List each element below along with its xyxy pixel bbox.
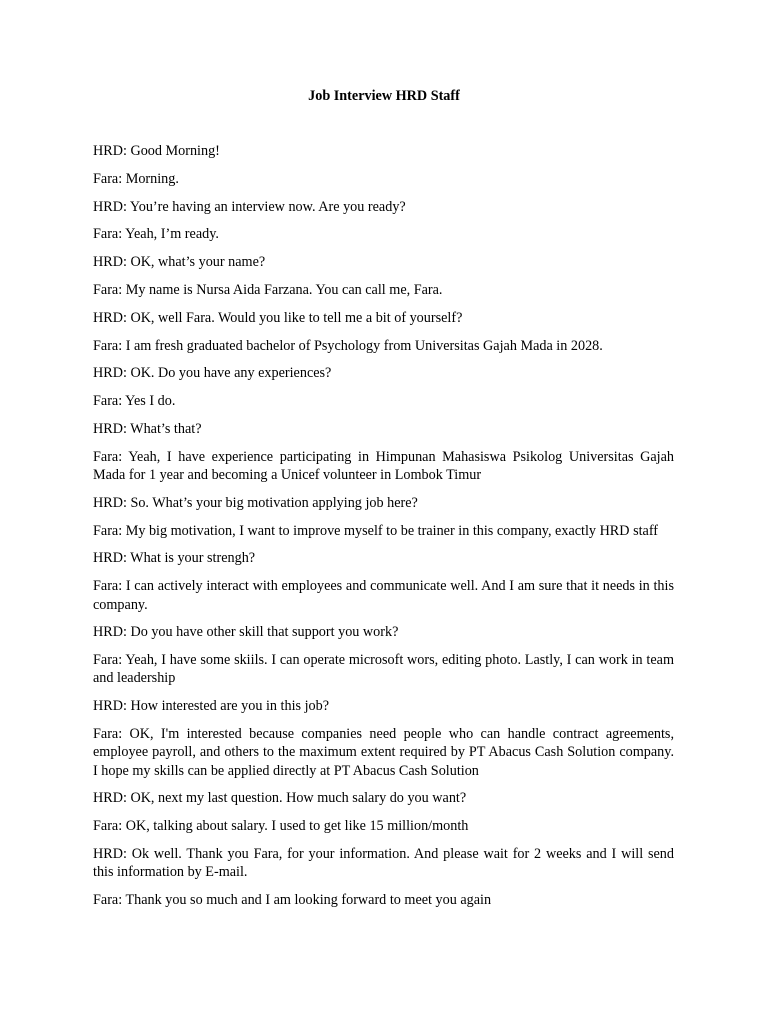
dialogue-line: Fara: Thank you so much and I am looking forward to meet you again bbox=[93, 892, 492, 909]
dialogue-line: Fara: Morning. bbox=[93, 170, 179, 187]
dialogue-line: Fara: Yeah, I’m ready. bbox=[93, 226, 219, 243]
dialogue-line: Fara: Yeah, I have some skiils. I can operate microsoft wors, editing photo. Lastly, I can work in team and leadership bbox=[93, 652, 674, 687]
dialogue-line: HRD: What’s that? bbox=[93, 420, 202, 437]
dialogue-line: HRD: You’re having an interview now. Are you ready? bbox=[93, 198, 406, 215]
dialogue-line: HRD: OK, next my last question. How much salary do you want? bbox=[93, 790, 467, 807]
dialogue-line: HRD: Ok well. Thank you Fara, for your information. And please wait for 2 weeks and I will send this information by E-mail. bbox=[93, 846, 674, 881]
dialogue-body bbox=[93, 142, 674, 919]
dialogue-line: Fara: Yes I do. bbox=[93, 393, 176, 410]
dialogue-line: HRD: How interested are you in this job? bbox=[93, 698, 330, 715]
dialogue-line: HRD: Good Morning! bbox=[93, 143, 220, 159]
document-title: Job Interview HRD Staff bbox=[308, 88, 460, 104]
dialogue-line: Fara: My name is Nursa Aida Farzana. You can call me, Fara. bbox=[93, 281, 443, 298]
dialogue-line: Fara: OK, I'm interested because companies need people who can handle contract agreements, employee payroll, and others to the maximum extent required by PT Abacus Cash Solution company. I hope my skills can be applied directly at PT Abacus Cash Solution bbox=[93, 726, 674, 779]
dialogue-line: HRD: OK, well Fara. Would you like to tell me a bit of yourself? bbox=[93, 309, 463, 326]
dialogue-line: Fara: I can actively interact with employees and communicate well. And I am sure that it needs in this company. bbox=[93, 578, 674, 613]
dialogue-line: Fara: I am fresh graduated bachelor of Psychology from Universitas Gajah Mada in 2028. bbox=[93, 337, 603, 354]
dialogue-line: HRD: Do you have other skill that support you work? bbox=[93, 624, 399, 641]
dialogue-line: Fara: My big motivation, I want to improve myself to be trainer in this company, exactly HRD staff bbox=[93, 522, 659, 539]
dialogue-line: HRD: OK, what’s your name? bbox=[93, 254, 266, 271]
dialogue-line: HRD: OK. Do you have any experiences? bbox=[93, 365, 332, 382]
dialogue-line: Fara: Yeah, I have experience participating in Himpunan Mahasiswa Psikolog Universitas Gajah Mada for 1 year and becoming a Unicef volunteer in Lombok Timur bbox=[93, 448, 674, 484]
dialogue-line: HRD: What is your strengh? bbox=[93, 550, 256, 567]
dialogue-line: Fara: OK, talking about salary. I used to get like 15 million/month bbox=[93, 818, 469, 835]
dialogue-line: HRD: So. What’s your big motivation applying job here? bbox=[93, 494, 418, 511]
